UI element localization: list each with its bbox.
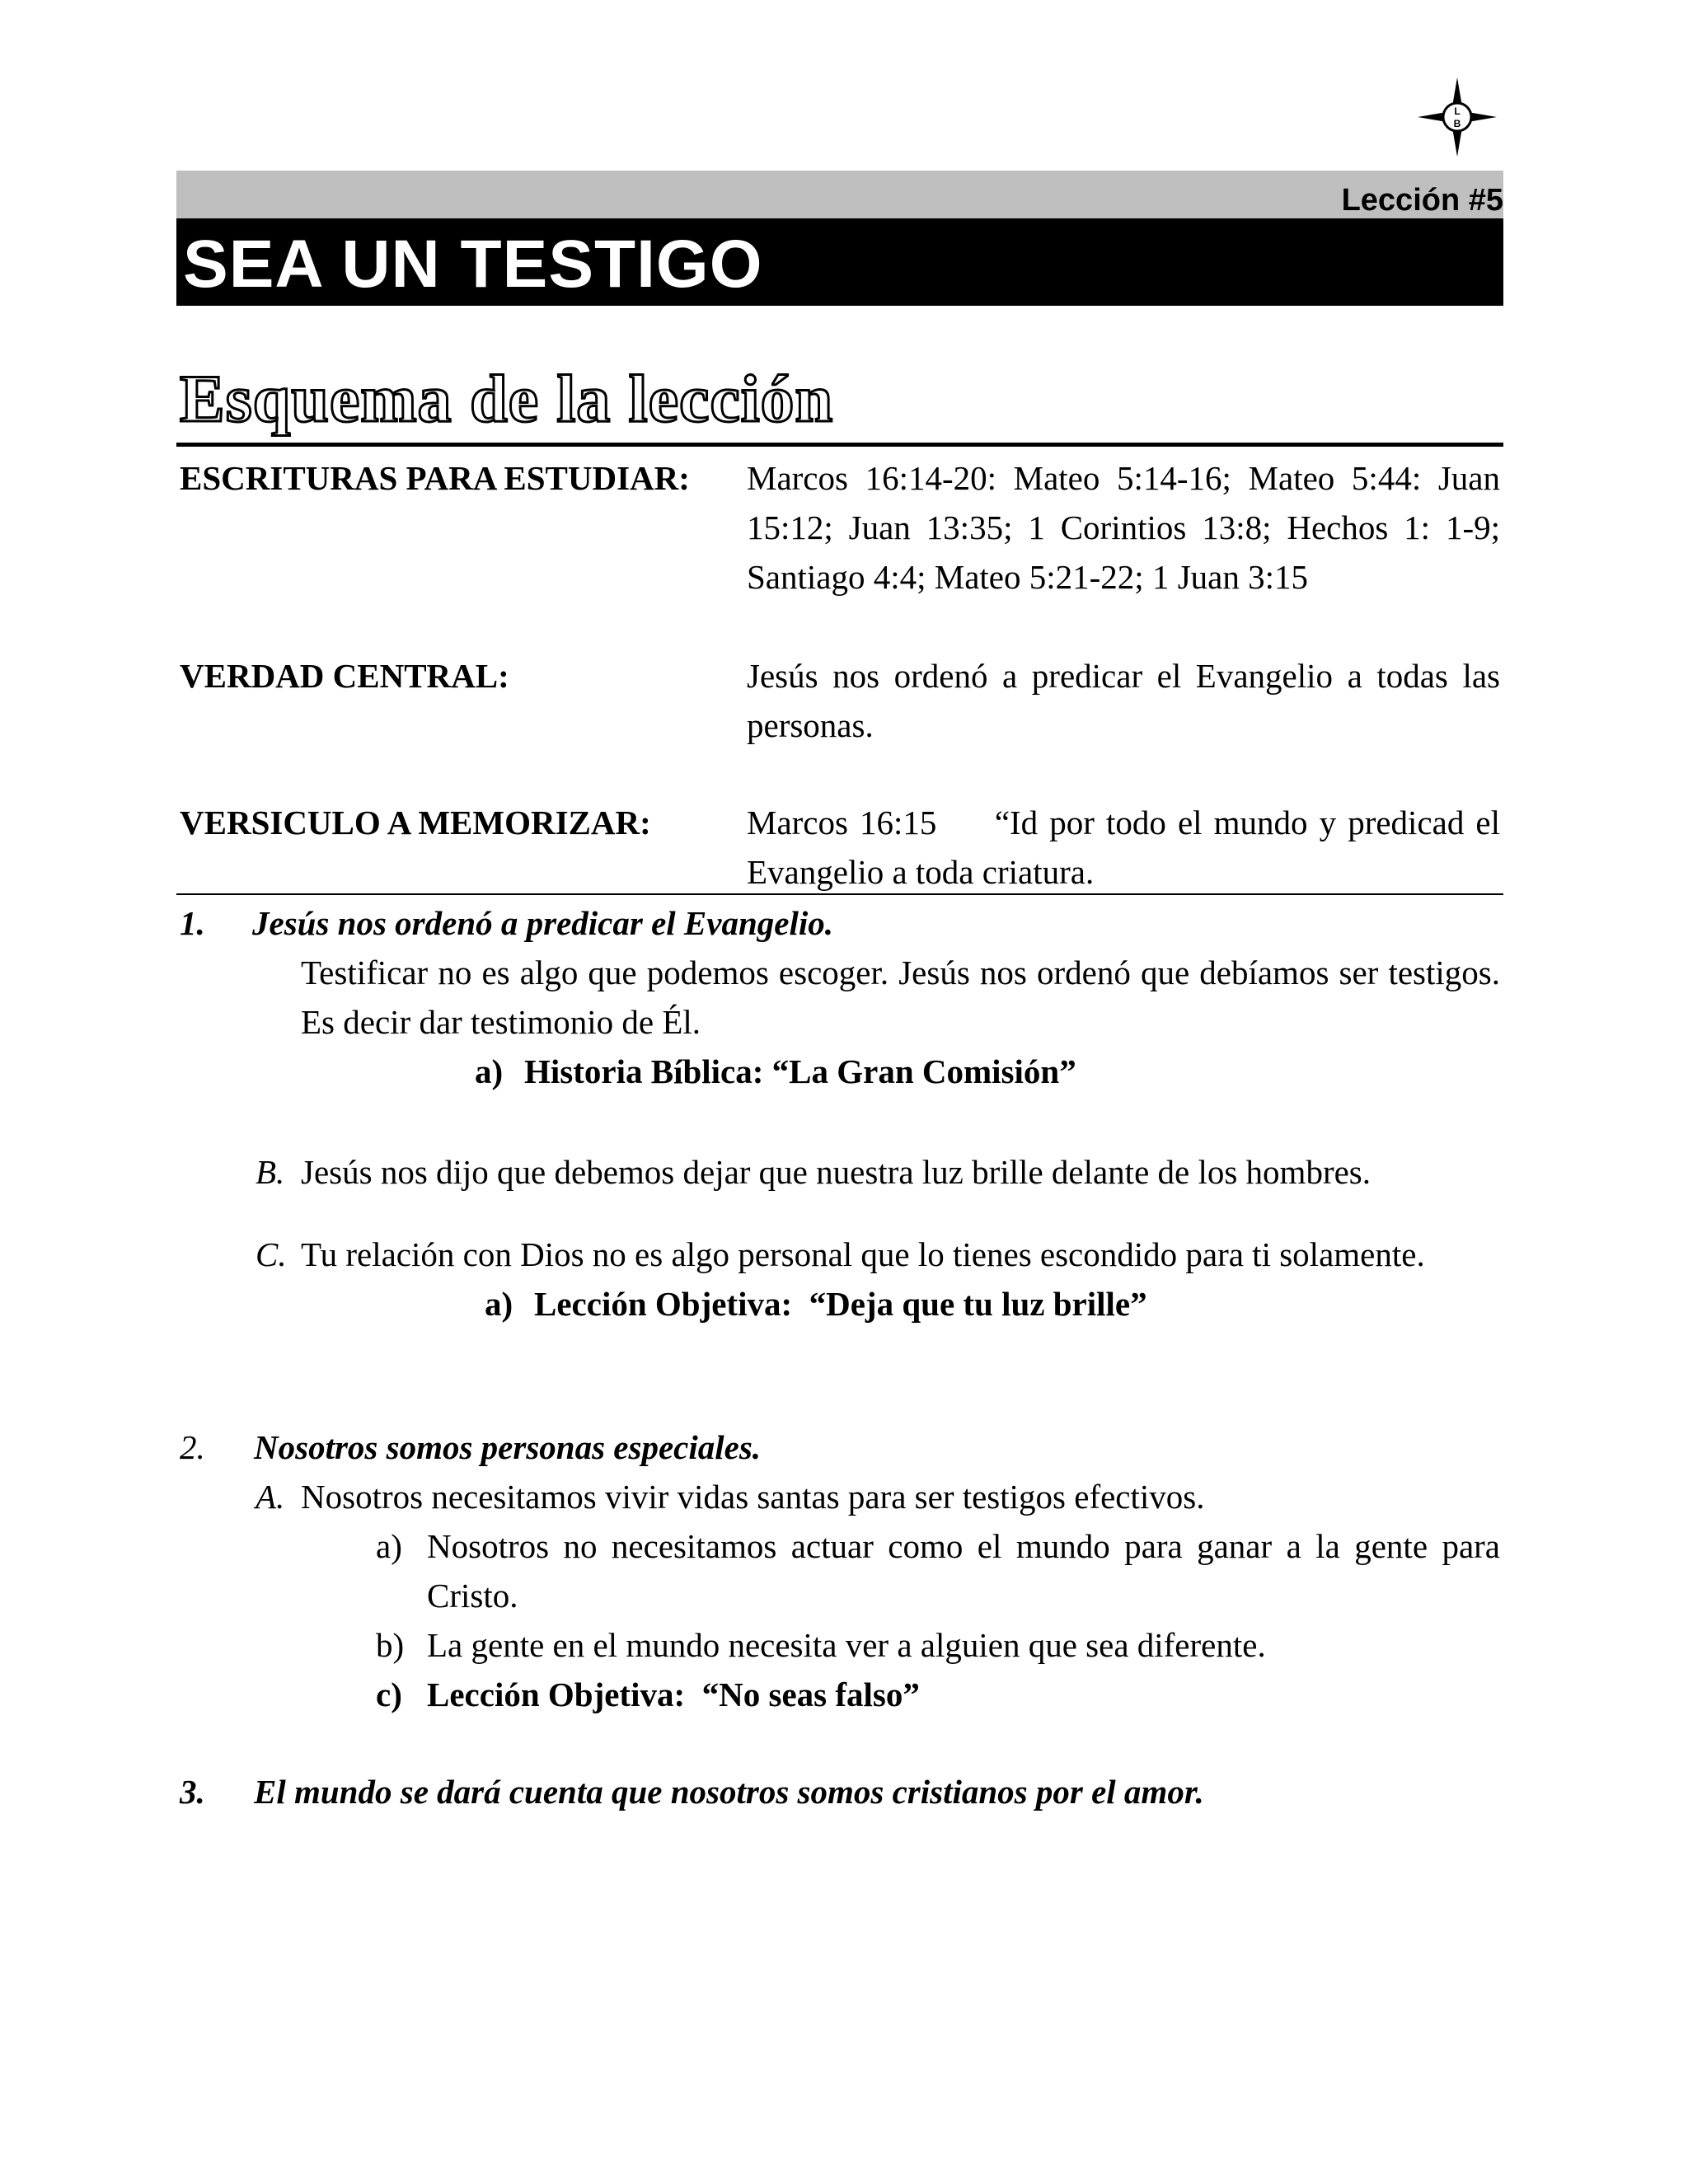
outline-heading: Esquema de la lección — [180, 361, 834, 436]
section-2-point-a-marker: A. — [256, 1478, 285, 1516]
section-2-item-b-text: La gente en el mundo necesita ver a alguien que sea diferente. — [427, 1626, 1266, 1664]
logo-letter-top: L — [1454, 105, 1461, 117]
section-1-title: Jesús nos ordenó a predicar el Evangelio. — [252, 904, 833, 942]
section-2-number: 2. — [180, 1428, 205, 1466]
lesson-number-band — [176, 171, 1503, 218]
central-truth-label: VERDAD CENTRAL: — [180, 657, 509, 695]
section-1-sub-a-text: Historia Bíblica: “La Gran Comisión” — [524, 1052, 1076, 1090]
section-1-point-b-marker: B. — [256, 1153, 285, 1191]
heading-divider — [176, 443, 1503, 447]
section-2-item-b-marker: b) — [376, 1626, 405, 1664]
section-2-item-c-text: Lección Objetiva: “No seas falso” — [427, 1675, 920, 1713]
memory-verse-value: Marcos 16:15 “Id por todo el mundo y predicad el Evangelio a toda criatura. — [747, 804, 1509, 891]
scriptures-label: ESCRITURAS PARA ESTUDIAR: — [180, 459, 690, 497]
section-2-item-a-text: Nosotros no necesitamos actuar como el mundo para ganar a la gente para Cristo. — [427, 1527, 1500, 1615]
section-1-sub-a-marker: a) — [475, 1052, 504, 1090]
section-1-point-c-text: Tu relación con Dios no es algo personal que lo tienes escondido para ti solamente. — [301, 1235, 1425, 1273]
lesson-number: Lección #5 — [1341, 183, 1503, 218]
central-truth-value: Jesús nos ordenó a predicar el Evangelio a todas las personas. — [747, 657, 1500, 744]
section-2-point-a-text: Nosotros necesitamos vivir vidas santas para ser testigos efectivos. — [301, 1478, 1205, 1516]
section-3-number: 3. — [180, 1773, 205, 1811]
scriptures-value: Marcos 16:14-20: Mateo 5:14-16; Mateo 5:44: Juan 15:12; Juan 13:35; 1 Corintios 13:8; Hechos 1: 1-9; Santiago 4:4; Mateo 5:21-22; 1 Juan 3:15 — [747, 459, 1500, 596]
logo-letter-bottom: B — [1453, 118, 1461, 129]
section-3-title: El mundo se dará cuenta que nosotros somos cristianos por el amor. — [254, 1773, 1204, 1811]
page-title: SEA UN TESTIGO — [183, 227, 763, 302]
section-1-number: 1. — [180, 904, 205, 942]
memory-verse-label: VERSICULO A MEMORIZAR: — [180, 804, 651, 841]
section-1-point-c-marker: C. — [256, 1235, 287, 1273]
section-2-title: Nosotros somos personas especiales. — [254, 1428, 762, 1466]
table-divider — [176, 893, 1503, 895]
section-1-body: Testificar no es algo que podemos escoger. Jesús nos ordenó que debíamos ser testigos. Es decir dar testimonio de Él. — [301, 954, 1500, 1041]
section-2-item-a-marker: a) — [376, 1527, 402, 1565]
section-1-point-b-text: Jesús nos dijo que debemos dejar que nuestra luz brille delante de los hombres. — [301, 1153, 1372, 1191]
section-2-item-c-marker: c) — [376, 1675, 402, 1713]
compass-star-icon — [1416, 76, 1498, 158]
section-1-sub-c-marker: a) — [485, 1285, 513, 1323]
section-1-sub-c-text: Lección Objetiva: “Deja que tu luz brille” — [534, 1285, 1147, 1323]
